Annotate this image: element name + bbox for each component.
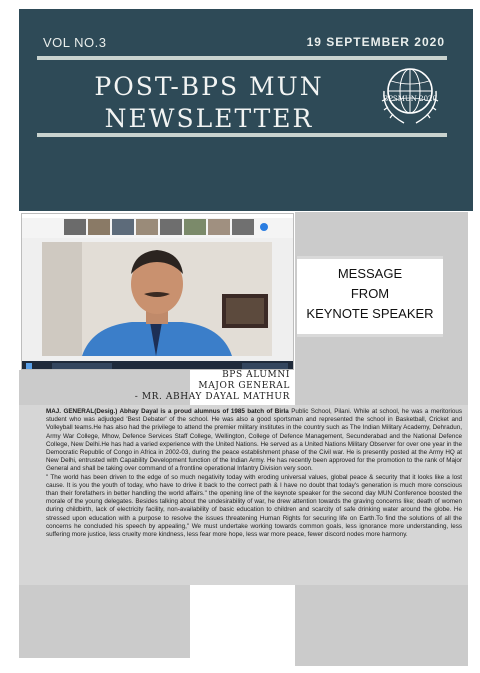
message-top-rule (297, 256, 443, 259)
issue-date: 19 SEPTEMBER 2020 (306, 35, 445, 49)
message-heading (297, 264, 443, 324)
caption-line-3: - MR. ABHAY DAYAL MATHUR (134, 392, 290, 402)
newsletter-title (59, 71, 359, 135)
message-line-1: MESSAGE (337, 266, 403, 281)
speaker-video-screenshot (21, 213, 294, 370)
video-call-image (22, 214, 294, 370)
message-line-3: KEYNOTE SPEAKER (306, 306, 434, 321)
quote-paragraph: " The world has been driven to the edge of so much negativity today with eroding universal values, global peace & security that it looks like a lost cause. It is you the youth of today, who have to drive it back to the correct path & I have no doubt that today's generation is much more conscious than their forefathers in better handling the world affairs." the opening line of the keynote speaker for the second day MUN Conference boosted the morale of the young delegates. Besides talking about the undesirability of war, he drew attention towards the graving concerns like; death of women during childbirth, lack of electricity facility, non-availability of basic education to children and scarcity of safe drinking water around the globe. He stressed upon education with a purpose to resolve the issues threatening Human Rights for securing life on Earth.To find the solutions of all the concerns he concluded his speech by appealing," We must undertake working towards common goals, less ignorance more understanding, less suffering more justice, less cruelty more kindness, less fear more hope, less war more peace, fewer discord nodes more harmony. (46, 473, 462, 539)
bpsmun-logo-icon (374, 61, 446, 133)
intro-rest: Public School, Pilani. While at school, he was a meritorious student who was adjudged 'Best Debater' of the school. He was also a good sportsman and represented the school in Basketball, Cricket and Volleyball teams.He has also had the privilege to attend the premier military institutes in the country such as The Indian Military Academy, Dehradun, Army War College, Mhow, Defence Services Staff College, Wellington, College of Defence Management, Secunderabad and the National Defence College, New Delhi.He has had a varied experience with the United Nations. He served as a United Nations Military Observer for over one year in the Democratic Republic of Congo in Africa in 2002-03, during the peace establishment phase of the Civil war. He is presently posted at the Army HQ at New Delhi, entrusted with Capability Development function of the Indian Army. He has recently been approved for the promotion to the rank of Major General and shall be taking over command of a frontline operational Infantry Division very soon. (46, 408, 462, 473)
message-bottom-rule (297, 334, 443, 337)
caption-line-2: MAJOR GENERAL (198, 381, 290, 391)
message-line-2: FROM (350, 286, 390, 301)
header-banner (19, 9, 473, 211)
title-line-2: NEWSLETTER (104, 104, 314, 133)
caption-line-1: BPS ALUMNI (222, 370, 290, 380)
volume-label: VOL NO.3 (43, 35, 107, 50)
intro-bold: MAJ. GENERAL(Desig.) Abhay Dayal is a proud alumnus of 1985 batch of Birla (46, 408, 289, 415)
svg-text:BPSMUN 2020: BPSMUN 2020 (383, 95, 437, 103)
speaker-caption (120, 370, 290, 403)
title-line-1: POST-BPS MUN (94, 72, 324, 101)
intro-paragraph (46, 408, 462, 474)
article-body (46, 408, 462, 539)
header-bottom-rule (37, 133, 447, 137)
header-top-rule (37, 56, 447, 60)
